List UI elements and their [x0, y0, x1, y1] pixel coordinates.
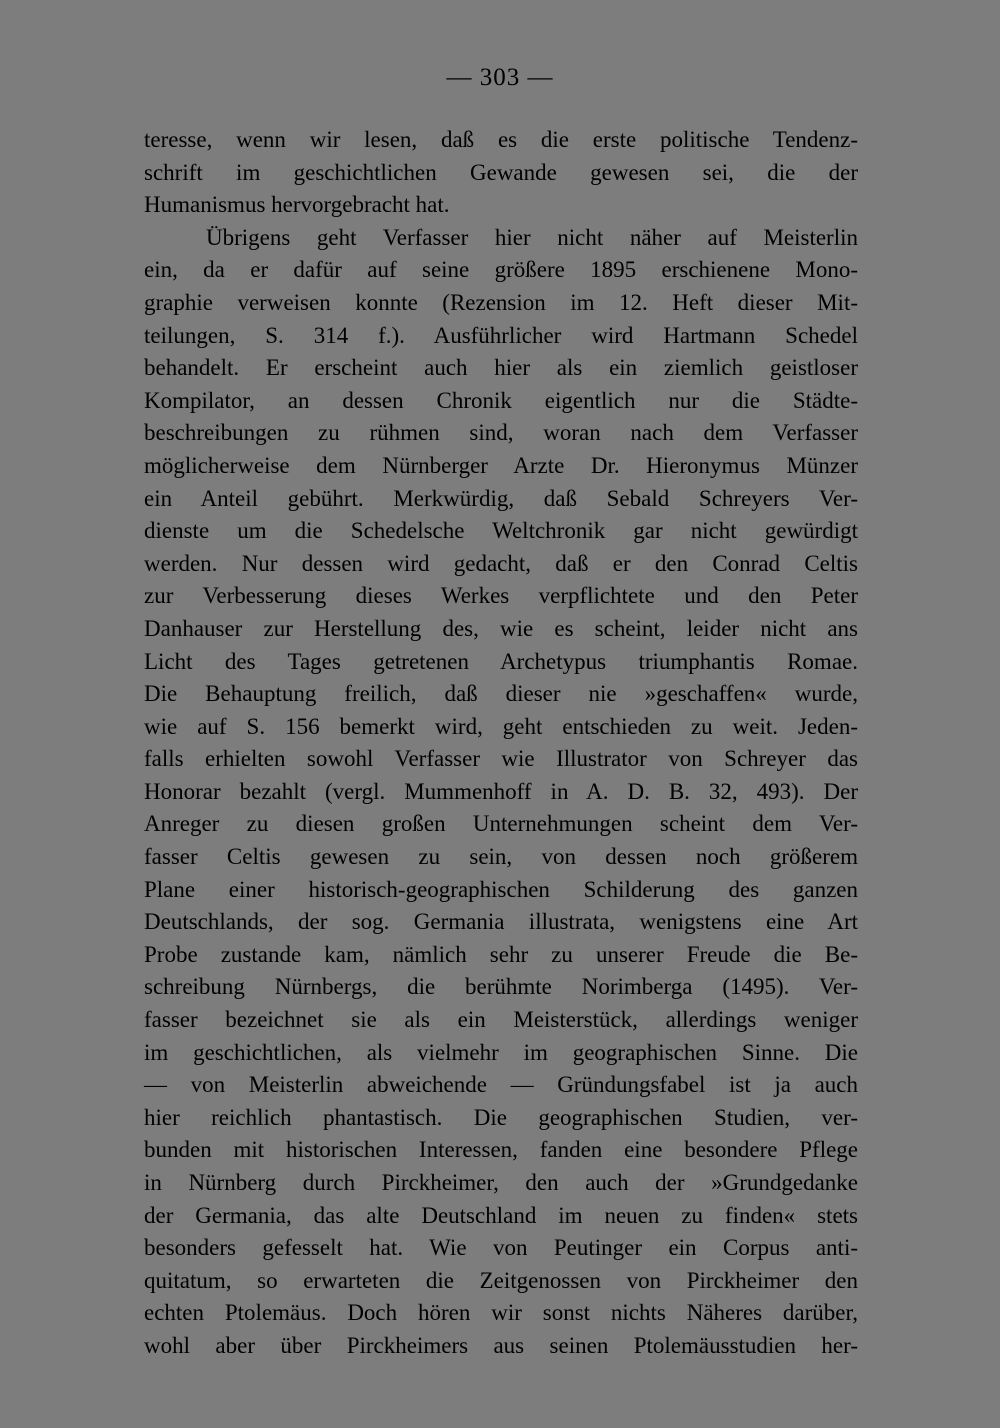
text-line: teilungen, S. 314 f.). Ausführlicher wird Hartmann Schedel: [144, 322, 858, 348]
text-line: Kompilator, an dessen Chronik eigentlich nur die Städte-: [144, 387, 858, 413]
text-line: Honorar bezahlt (vergl. Mummenhoff in A. D. B. 32, 493). Der: [144, 778, 858, 804]
text-line: im geschichtlichen, als vielmehr im geographischen Sinne. Die: [144, 1039, 858, 1065]
text-line: — von Meisterlin abweichende — Gründungsfabel ist ja auch: [144, 1072, 858, 1098]
text-line: wohl aber über Pirckheimers aus seinen Ptolemäusstudien her-: [144, 1332, 858, 1358]
text-line: falls erhielten sowohl Verfasser wie Illustrator von Schreyer das: [144, 746, 858, 772]
text-line: Deutschlands, der sog. Germania illustrata, wenigstens eine Art: [144, 909, 858, 935]
text-line: Probe zustande kam, nämlich sehr zu unserer Freude die Be-: [144, 941, 858, 967]
text-line: besonders gefesselt hat. Wie von Peutinger ein Corpus anti-: [144, 1235, 858, 1261]
text-line: möglicherweise dem Nürnberger Arzte Dr. Hieronymus Münzer: [144, 452, 858, 478]
text-line: beschreibungen zu rühmen sind, woran nach dem Verfasser: [144, 420, 858, 446]
text-line: Plane einer historisch-geographischen Schilderung des ganzen: [144, 876, 858, 902]
text-line: dienste um die Schedelsche Weltchronik gar nicht gewürdigt: [144, 518, 858, 544]
text-line: behandelt. Er erscheint auch hier als ein ziemlich geistloser: [144, 355, 858, 381]
text-line: hier reichlich phantastisch. Die geographischen Studien, ver-: [144, 1104, 858, 1130]
text-line: Anreger zu diesen großen Unternehmungen scheint dem Ver-: [144, 811, 858, 837]
body-text: [144, 124, 858, 1363]
text-line: ein Anteil gebührt. Merkwürdig, daß Sebald Schreyers Ver-: [144, 485, 858, 511]
text-line: fasser Celtis gewesen zu sein, von dessen noch größerem: [144, 844, 858, 870]
text-line: in Nürnberg durch Pirckheimer, den auch der »Grundgedanke: [144, 1170, 858, 1195]
text-line: Humanismus hervorgebracht hat.: [144, 192, 450, 218]
text-line: fasser bezeichnet sie als ein Meisterstück, allerdings weniger: [144, 1007, 858, 1033]
text-line: echten Ptolemäus. Doch hören wir sonst nichts Näheres darüber,: [144, 1300, 858, 1326]
text-line: bunden mit historischen Interessen, fanden eine besondere Pflege: [144, 1137, 858, 1163]
text-line: werden. Nur dessen wird gedacht, daß er den Conrad Celtis: [144, 550, 858, 576]
text-line: zur Verbesserung dieses Werkes verpflichtete und den Peter: [144, 583, 858, 609]
text-line: Übrigens geht Verfasser hier nicht näher auf Meisterlin: [206, 224, 858, 250]
page-number: — 303 —: [446, 64, 554, 91]
text-line: teresse, wenn wir lesen, daß es die erste politische Tendenz-: [144, 127, 858, 152]
text-line: ein, da er dafür auf seine größere 1895 erschienene Mono-: [144, 257, 858, 283]
text-line: Danhauser zur Herstellung des, wie es scheint, leider nicht ans: [144, 615, 858, 641]
text-line: schreibung Nürnbergs, die berühmte Norimberga (1495). Ver-: [144, 974, 858, 1000]
text-line: graphie verweisen konnte (Rezension im 12. Heft dieser Mit-: [144, 289, 858, 315]
text-line: Licht des Tages getretenen Archetypus triumphantis Romae.: [144, 648, 858, 674]
text-line: der Germania, das alte Deutschland im neuen zu finden« stets: [144, 1202, 858, 1228]
text-line: Die Behauptung freilich, daß dieser nie »geschaffen« wurde,: [144, 681, 858, 707]
text-line: quitatum, so erwarteten die Zeitgenossen von Pirckheimer den: [144, 1267, 858, 1293]
text-line: wie auf S. 156 bemerkt wird, geht entschieden zu weit. Jeden-: [144, 713, 858, 739]
text-line: schrift im geschichtlichen Gewande gewesen sei, die der: [144, 159, 858, 185]
